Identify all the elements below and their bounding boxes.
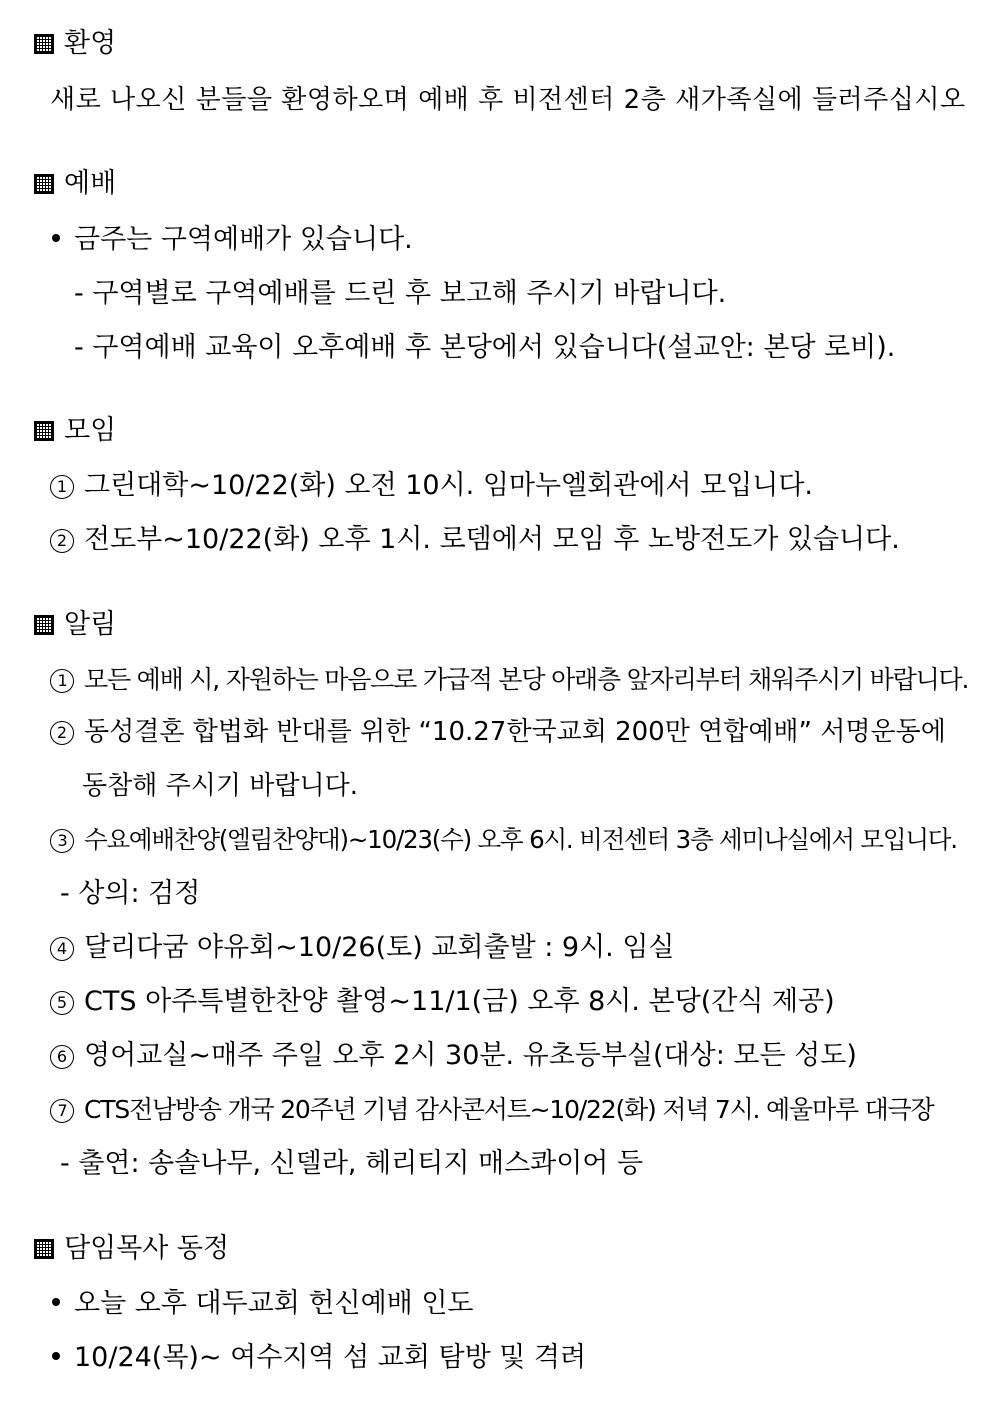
worship-sub-2: - 구역예배 교육이 오후예배 후 본당에서 있습니다(설교안: 본당 로비). (74, 332, 896, 363)
dot-bullet-icon (52, 1352, 60, 1360)
section-heading-welcome: 환영 (34, 26, 116, 62)
notice-item: 5 CTS 아주특별한찬양 촬영~11/1(금) 오후 8시. 본당(간식 제공) (50, 984, 835, 1020)
notice-item-sub: - 상의: 검정 (60, 878, 201, 909)
section-heading-notice: 알림 (34, 607, 116, 643)
notice-item-sub: - 출연: 송솔나무, 신델라, 헤리티지 매스콰이어 등 (60, 1148, 644, 1179)
welcome-text: 새로 나오신 분들을 환영하오며 예배 후 비전센터 2층 새가족실에 들러주십시오 (50, 85, 966, 115)
square-bullet-icon (34, 1239, 54, 1259)
meeting-item: 2 전도부~10/22(화) 오후 1시. 로뎀에서 모임 후 노방전도가 있습니다. (50, 522, 900, 558)
circled-number-icon: 1 (50, 475, 74, 499)
square-bullet-icon (34, 421, 54, 441)
circled-number-icon: 1 (50, 669, 74, 693)
dot-bullet-icon (52, 234, 60, 242)
circled-number-icon: 2 (50, 529, 74, 553)
circled-number-icon: 6 (50, 1045, 74, 1069)
notice-item: 4 달리다굼 야유회~10/26(토) 교회출발 : 9시. 임실 (50, 930, 675, 966)
notice-item-continuation: 동참해 주시기 바랍니다. (82, 771, 358, 801)
pastor-item: 오늘 오후 대두교회 헌신예배 인도 (52, 1286, 473, 1322)
section-heading-worship: 예배 (34, 166, 116, 202)
square-bullet-icon (34, 34, 54, 54)
square-bullet-icon (34, 615, 54, 635)
dot-bullet-icon (52, 1298, 60, 1306)
worship-sub-1: - 구역별로 구역예배를 드린 후 보고해 주시기 바랍니다. (74, 278, 727, 309)
notice-item: 2 동성결혼 합법화 반대를 위한 “10.27한국교회 200만 연합예배” 서명운동에 (50, 714, 946, 750)
worship-bullet: 금주는 구역예배가 있습니다. (52, 222, 413, 258)
meeting-item: 1 그린대학~10/22(화) 오전 10시. 임마누엘회관에서 모입니다. (50, 468, 813, 504)
circled-number-icon: 4 (50, 937, 74, 961)
square-bullet-icon (34, 174, 54, 194)
section-heading-pastor: 담임목사 동정 (34, 1231, 229, 1267)
notice-item: 1 모든 예배 시, 자원하는 마음으로 가급적 본당 아래층 앞자리부터 채워주시기 바랍니다. (50, 662, 968, 698)
pastor-item: 10/24(목)~ 여수지역 섬 교회 탐방 및 격려 (52, 1340, 586, 1376)
section-heading-meeting: 모임 (34, 413, 116, 449)
circled-number-icon: 7 (50, 1099, 74, 1123)
circled-number-icon: 5 (50, 991, 74, 1015)
circled-number-icon: 3 (50, 829, 74, 853)
notice-item: 6 영어교실~매주 주일 오후 2시 30분. 유초등부실(대상: 모든 성도) (50, 1038, 857, 1074)
circled-number-icon: 2 (50, 721, 74, 745)
notice-item: 7 CTS전남방송 개국 20주년 기념 감사콘서트~10/22(화) 저녁 7시. 예울마루 대극장 (50, 1092, 933, 1128)
notice-item: 3 수요예배찬양(엘림찬양대)~10/23(수) 오후 6시. 비전센터 3층 세미나실에서 모입니다. (50, 822, 957, 858)
